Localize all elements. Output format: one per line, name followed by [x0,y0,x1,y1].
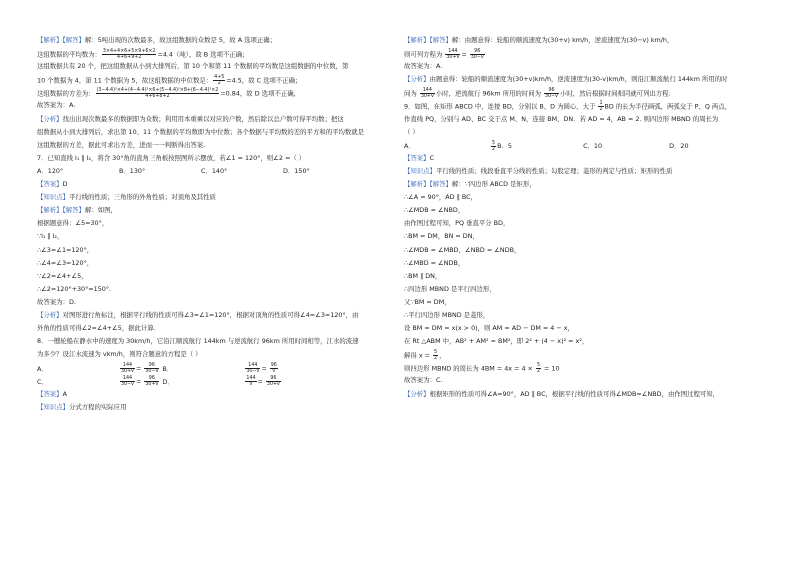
fraction-numerator: 96 [144,376,159,382]
fraction-numerator: 5 [434,350,438,356]
answer-option: B．5 [497,142,512,151]
fraction-numerator: 5 [492,140,496,146]
text-line [37,259,382,267]
text-line [404,337,760,345]
text-line [37,298,382,306]
line-text: 【答案】A [37,389,67,398]
line-text: 【知识点】平行线的性质；三角形的外角性质；对顶角及其性质 [37,193,216,202]
text-line [37,128,382,136]
text-line [37,324,382,332]
right-column [404,36,760,403]
fraction [213,75,225,86]
text-line [404,36,760,44]
line-text: ∴BM ∥ DN， [404,271,442,280]
line-text: 【答案】C [404,153,435,162]
fraction [536,363,541,374]
fraction [245,376,256,387]
text-line [404,49,760,61]
line-text: BD 的长为半径画弧，两弧交于 P、Q 两点， [604,102,732,111]
line-text: 这组数据的平均数为： [37,50,101,59]
line-text: ∴四边形 MBND 是平行四边形， [404,284,496,293]
text-line [404,140,760,152]
fraction-denominator: v [249,382,253,388]
text-line [37,272,382,280]
line-text: 【分析】对图形进行角标注，根据平行线的性质可得∠3=∠1=120°，根据对顶角的性质可得∠4=∠3=120°，由 [37,310,359,319]
line-text: 这组数据的方差为： [37,89,95,98]
fraction-denominator: 30−v [145,369,159,375]
line-text: 【分析】由题意得：轮船的顺流速度为(30+v)km/h，逆流速度为(30-v)km/h，则沿江顺流航行 144km 所用的时 [404,75,728,84]
text-line [37,376,382,388]
text-line [404,88,760,100]
text-line [37,337,382,345]
fraction-denominator: 2 [492,146,496,152]
fraction-numerator: 96 [544,88,559,94]
fraction-numerator: 144 [420,88,435,94]
line-text: 由作图过程可知，PQ 垂直平分 BD， [404,219,510,228]
line-text: =4.4（吨），故 B 选项不正确； [157,50,249,59]
fraction [144,363,159,374]
text-line [404,128,760,136]
text-line [37,390,382,398]
fraction-denominator: 30+v [121,369,134,375]
fraction-denominator: 30−v [470,55,484,61]
line-text: 7．已知直线 l₁ ∥ l₂，将含 30°角的直角三角板按照图所示摆放，若∠1 = 120°，则∠2 =（ ） [37,153,306,162]
fraction [491,141,496,152]
line-text: 【分析】根据矩形的性质可得∠A=90°，AD ∥ BC，根据平行线的性质可得∠MDB=∠NBD，由作图过程可知， [404,389,720,398]
line-text: ∴∠MDB = ∠NBD， [404,206,465,215]
answer-option: B．130° [119,166,146,175]
line-text: ∴平行四边形 MBND 是菱形， [404,310,490,319]
line-text: = [257,377,265,386]
fraction [270,363,278,374]
answer-option: A． [37,364,48,373]
fraction-numerator: 144 [120,363,135,369]
text-line [404,232,760,240]
fraction-denominator: 30+v [145,382,159,388]
line-text: 故答案为：D. [37,297,76,306]
line-text: 10 个数据为 4，第 11 个数据为 5，故这组数据的中位数是： [37,76,213,85]
fraction-numerator: 1 [599,101,603,107]
fraction [245,363,260,374]
line-text: 小时，然后根据时间相同就可列出方程. [560,89,671,98]
fraction-numerator: (3−4.4)²×4+(4−4.4)²×6+(5−4.4)²×8+(6−4.4)²×2 [96,88,219,94]
line-text: ∴∠4=∠3=120°， [37,258,94,267]
line-text: 【解析】【解答】解：∵四边形 ABCD 是矩形， [404,180,536,189]
line-text: = [261,364,269,373]
answer-option: A．120° [37,166,64,175]
fraction-denominator: 30−v [545,94,558,100]
text-line [404,246,760,254]
fraction-denominator: 4+6+8+2 [145,94,170,100]
line-text: 外角的性质可得∠2=∠4+∠5，据此计算. [37,324,156,333]
fraction-numerator: 96 [144,363,159,369]
fraction [144,376,159,387]
text-line [404,101,760,113]
line-text: 作直线 PQ，分别与 AD、BC 交于点 M、N，连接 BM、DN．若 AD = 4，AB = 2. 则四边形 MBND 的周长为 [404,114,719,123]
line-text: 小时，逆流航行 96km 所用的时间为 [435,89,544,98]
fraction [445,49,460,60]
text-line [404,193,760,201]
line-text: 故答案为：A. [37,101,76,110]
line-text: ∴∠A = 90°，AD ∥ BC， [404,193,477,202]
line-text: 又∵BM = DM， [404,297,451,306]
line-text: ∴BM = DM，BN = DN， [404,232,479,241]
line-text: ， [439,351,446,360]
fraction-numerator: 96 [270,363,277,369]
text-line [404,311,760,319]
text-line [37,75,382,87]
answer-option: C．140° [201,166,228,175]
line-text: 【分析】找出出现次数最多的数据即为众数；利用用本重乘以对应的户数，然后除以总户数可得平均数；把这 [37,114,344,123]
line-text: ∵∠2=∠4+∠5， [37,271,88,280]
text-line [37,36,382,44]
fraction-numerator: 5 [536,363,541,369]
fraction [470,49,485,60]
text-line [404,180,760,188]
line-text: 为多少？设江水流速为 vkm/h，则符合题意的方程是（ ） [37,350,202,359]
line-text: ∴∠MDB = ∠MBD，∠NBD = ∠NDB， [404,245,521,254]
line-text: 【答案】D [37,180,68,189]
fraction-denominator: 4+6+9+2 [117,55,142,61]
fraction-denominator: 30+v [446,55,460,61]
text-line [37,311,382,319]
text-line [37,62,382,70]
text-line [404,75,760,83]
fraction-denominator: 30+v [266,382,280,388]
text-line [37,232,382,240]
text-line [37,285,382,293]
fraction-denominator: 2 [217,81,221,87]
text-line [404,363,760,375]
answer-option: C． [37,377,48,386]
line-text: 【知识点】分式方程的实际应用 [37,402,127,411]
line-text: 【解析】【解答】解：如图， [37,206,117,215]
fraction-numerator: 144 [246,376,256,382]
line-text: 则四边形 MBND 的周长为 4BM = 4x = 4 × [404,364,535,373]
text-line [404,272,760,280]
text-line [404,298,760,306]
answer-option: B． [162,364,174,373]
answer-option: C．10 [583,142,603,151]
fraction [120,363,135,374]
text-line [37,363,382,375]
line-text: 【知识点】平行线的性质；线段垂直平分线的性质；勾股定理；菱形的判定与性质；矩形的性质 [404,166,673,175]
fraction-denominator: 30−v [246,369,260,375]
line-text: 故答案为：A. [404,62,443,71]
line-text: 【解析】【解答】解：5吨出现的次数最多，故这组数据的众数是 5，故 A 选项正确； [37,36,277,44]
fraction [420,88,435,99]
line-text: 这组数据共有 20 个，把这组数据从小到大排列后，第 10 个和第 11 个数据的平均数是这组数据的中位数，第 [37,62,349,71]
text-line [37,49,382,61]
fraction [102,49,157,60]
text-line [404,376,760,384]
text-line [37,246,382,254]
fraction-numerator: 96 [470,49,485,55]
text-line [37,403,382,411]
text-line [37,154,382,162]
fraction-numerator: 144 [445,49,460,55]
answer-option: D． [162,377,174,386]
text-line [404,206,760,214]
text-line [404,62,760,70]
line-text: 设 BM = DM = x(x > 0)，则 AM = AD − DM = 4 − x， [404,324,574,333]
fraction-numerator: 3×4+4×6+5×9+6×2 [102,49,156,55]
fraction [96,88,220,99]
fraction-denominator: v [272,369,276,375]
line-text: 解得 x = [404,351,433,360]
line-text: = [461,50,469,59]
fraction-numerator: 96 [266,376,281,382]
text-line [404,324,760,332]
text-line [37,167,382,175]
text-line [37,206,382,214]
fraction-denominator: 30−v [121,382,134,388]
line-text: 【解析】【解答】解：由题意得：轮船的顺流速度为(30+v) km/h，逆流速度为(30−v) km/h， [404,36,674,44]
line-text: = 10 [542,364,560,373]
line-text: = [135,377,144,386]
text-line [404,390,760,398]
line-text: =4.5，故 C 选项不正确； [226,76,302,85]
line-text: （ ） [404,127,419,136]
text-line [404,154,760,162]
text-line [37,115,382,123]
answer-option: D．150° [283,166,310,175]
fraction-numerator: 4+5 [214,75,225,81]
text-line [404,350,760,362]
line-text: ∵l₁ ∥ l₂， [37,232,64,241]
line-text: ∴∠2=120°+30°=150°. [37,284,112,293]
answer-option: D．20 [669,142,689,151]
answer-option: A． [404,142,415,151]
fraction-denominator: 30+v [420,94,434,100]
text-line [404,167,760,175]
line-text: 在 Rt △ABM 中，AB² + AM² = BM²，即 2² + (4 − x)² = x²， [404,337,589,346]
line-text: 根据题意得：∠5=30°， [37,219,109,228]
left-column [37,36,382,416]
fraction [266,376,281,387]
fraction [120,376,135,387]
text-line [404,259,760,267]
fraction-numerator: 144 [120,376,135,382]
text-line [404,219,760,227]
fraction [433,350,438,361]
text-line [37,141,382,149]
text-line [37,193,382,201]
text-line [404,285,760,293]
line-text: 8．一艘轮船在静水中的速度为 30km/h，它沿江顺流航行 144km 与逆流航行 96km 所用时间相等，江水的流速 [37,337,359,346]
text-line [37,350,382,358]
line-text: ∴∠3=∠1=120°， [37,245,94,254]
line-text: =0.84，故 D 选项不正确， [220,89,301,98]
fraction [598,101,603,112]
line-text: 间为 [404,89,419,98]
line-text: = [135,364,144,373]
line-text: 这组数据的方差，据此可求出方差，进而一一判断得出答案. [37,140,206,149]
text-line [37,101,382,109]
line-text: ∴∠MBD = ∠NDB， [404,258,465,267]
text-line [37,88,382,100]
fraction [544,88,559,99]
line-text: 故答案为：C. [404,376,443,385]
fraction-denominator: 2 [434,356,438,362]
line-text: 则可列方程为 [404,50,445,59]
text-line [404,115,760,123]
fraction-denominator: 2 [536,369,541,375]
line-text: 组数据从小到大排列后，求出第 10、11 个数据的平均数即为中位数；各个数据与平均数的差的平方和的平均数就是 [37,127,365,136]
fraction-denominator: 2 [599,107,603,113]
text-line [37,180,382,188]
fraction-numerator: 144 [245,363,260,369]
text-line [37,219,382,227]
line-text: 9．如图，在矩形 ABCD 中，连接 BD，分别以 B、D 为圆心，大于 [404,102,598,111]
